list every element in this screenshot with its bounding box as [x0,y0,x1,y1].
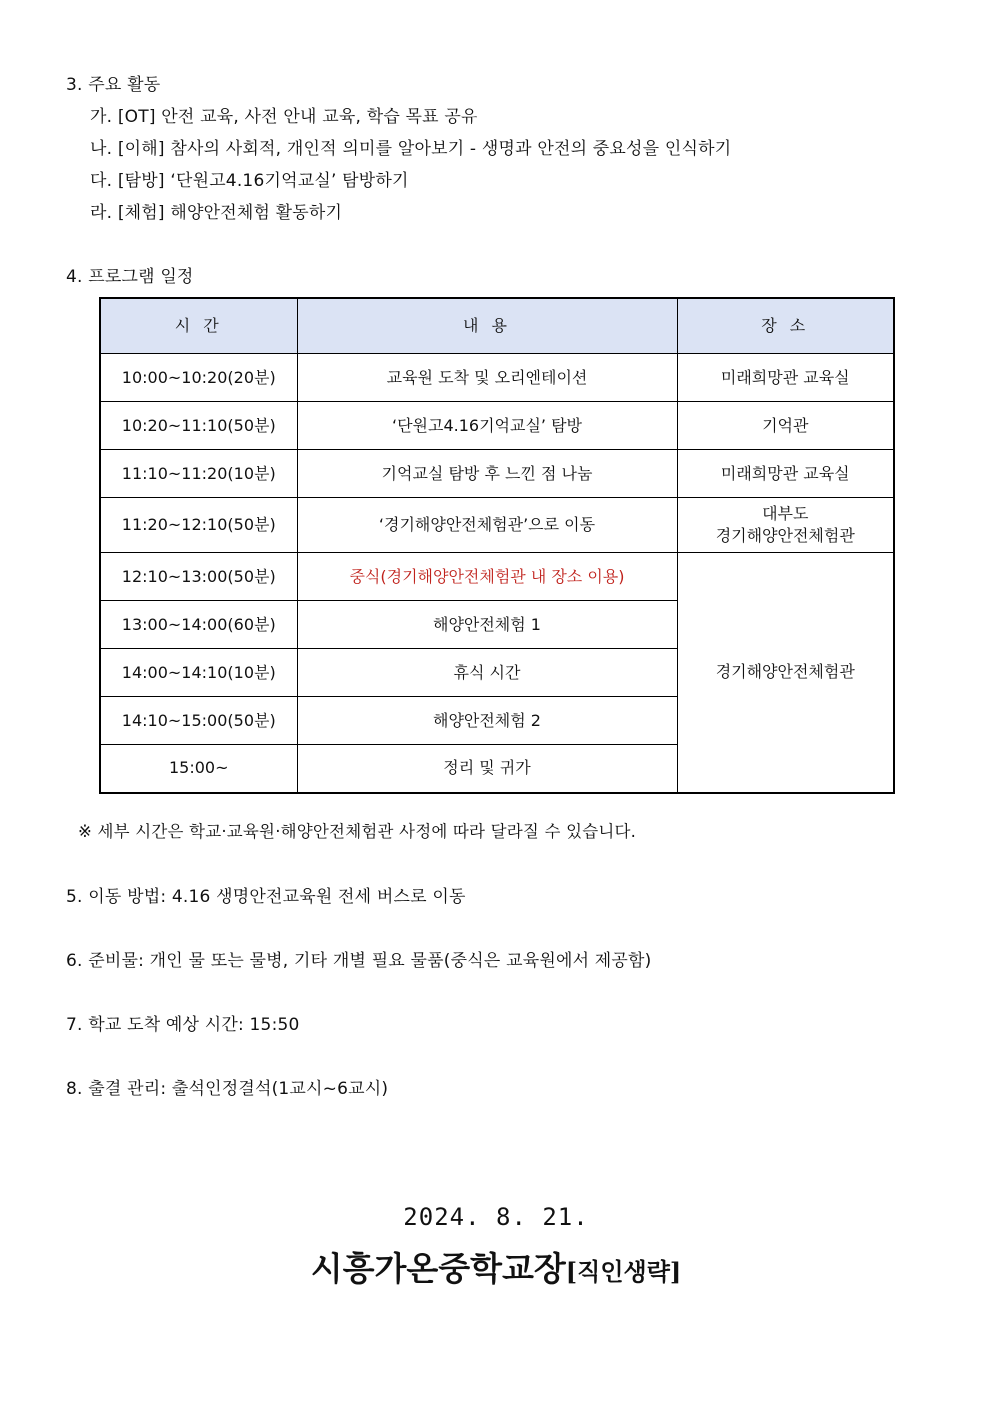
section-heading-schedule: 4. 프로그램 일정 [66,267,194,287]
column-header-place: 장 소 [677,298,894,354]
signature-block [0,1243,992,1290]
content-cell: 해양안전체험 2 [297,697,677,745]
schedule-note: ※ 세부 시간은 학교·교육원·해양안전체험관 사정에 따라 달라질 수 있습니다. [78,822,637,841]
section-supplies: 6. 준비물: 개인 물 또는 물병, 기타 개별 필요 물품(중식은 교육원에서 제공함) [66,951,652,971]
table-row [100,402,894,450]
time-cell: 13:00~14:00(60분) [100,601,297,649]
place-cell [677,498,894,553]
place-cell: 미래희망관 교육실 [677,354,894,402]
signer-name: 시흥가온중학교장 [310,1249,566,1288]
section-attendance: 8. 출결 관리: 출석인정결석(1교시~6교시) [66,1079,389,1099]
content-cell: 해양안전체험 1 [297,601,677,649]
column-header-time: 시 간 [100,298,297,354]
time-cell: 12:10~13:00(50분) [100,553,297,601]
place-cell: 미래희망관 교육실 [677,450,894,498]
table-row [100,354,894,402]
time-cell: 11:20~12:10(50분) [100,498,297,553]
column-header-content: 내 용 [297,298,677,354]
section-transport: 5. 이동 방법: 4.16 생명안전교육원 전세 버스로 이동 [66,887,466,907]
content-cell: ‘단원고4.16기억교실’ 탐방 [297,402,677,450]
activity-item: 가. [OT] 안전 교육, 사전 안내 교육, 학습 목표 공유 [90,107,478,127]
document-date: 2024. 8. 21. [403,1203,589,1231]
time-cell: 10:00~10:20(20분) [100,354,297,402]
content-cell: 휴식 시간 [297,649,677,697]
schedule-table [99,297,895,794]
content-cell-highlighted: 중식(경기해양안전체험관 내 장소 이용) [297,553,677,601]
table-row [100,498,894,553]
time-cell: 14:00~14:10(10분) [100,649,297,697]
time-cell: 14:10~15:00(50분) [100,697,297,745]
place-cell-line: 경기해양안전체험관 [715,526,855,545]
merged-place-cell: 경기해양안전체험관 [677,553,894,793]
content-cell: ‘경기해양안전체험관’으로 이동 [297,498,677,553]
table-row [100,553,894,601]
section-heading-activities: 3. 주요 활동 [66,75,161,95]
content-cell: 교육원 도착 및 오리엔테이션 [297,354,677,402]
activity-item: 다. [탐방] ‘단원고4.16기억교실’ 탐방하기 [90,171,409,191]
table-row [100,450,894,498]
time-cell: 15:00~ [100,745,297,793]
time-cell: 10:20~11:10(50분) [100,402,297,450]
activity-item: 라. [체험] 해양안전체험 활동하기 [90,203,343,223]
place-cell: 기억관 [677,402,894,450]
place-cell-line: 대부도 [762,504,809,523]
activity-item: 나. [이해] 참사의 사회적, 개인적 의미를 알아보기 - 생명과 안전의 중요성을 인식하기 [90,139,732,159]
content-cell: 정리 및 귀가 [297,745,677,793]
content-cell: 기억교실 탐방 후 느낀 점 나눔 [297,450,677,498]
time-cell: 11:10~11:20(10분) [100,450,297,498]
stamp-omitted-note: [직인생략] [565,1257,682,1286]
section-arrival: 7. 학교 도착 예상 시간: 15:50 [66,1015,300,1035]
table-header-row [100,298,894,354]
